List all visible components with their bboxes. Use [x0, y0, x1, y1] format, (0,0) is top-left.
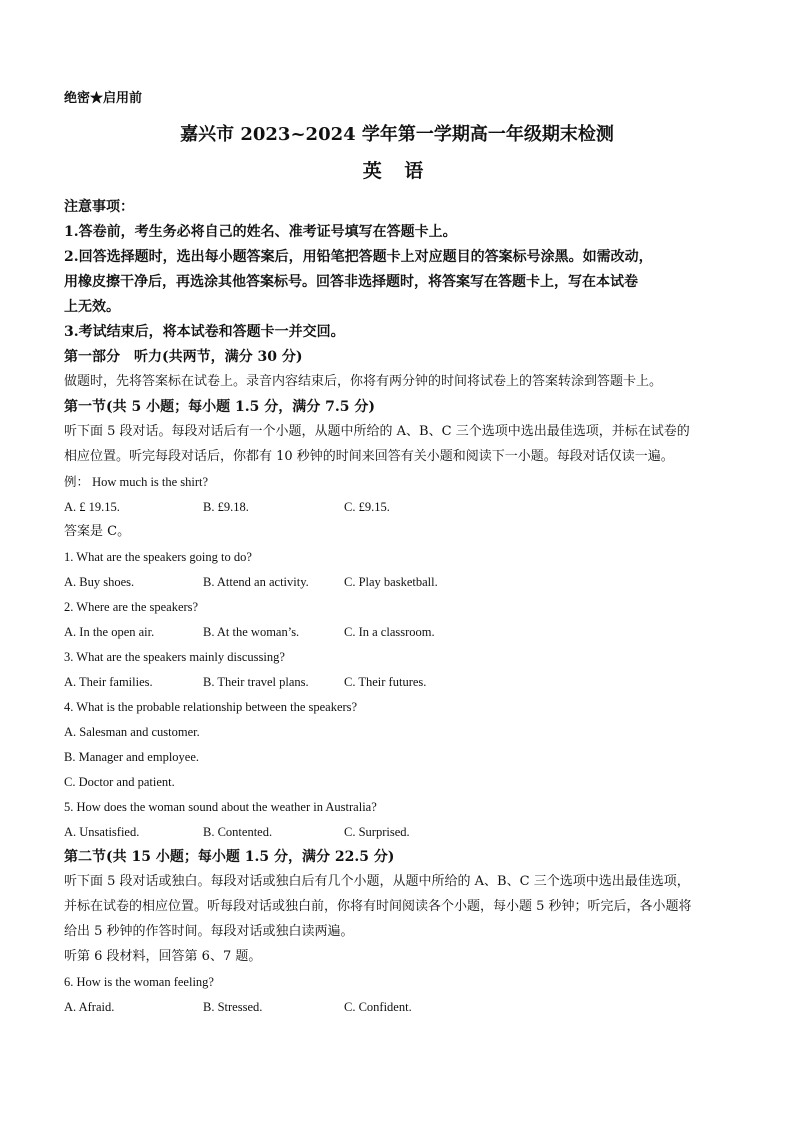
question-6-stem: 6. How is the woman feeling?: [64, 975, 214, 989]
note-2-line-2: 用橡皮擦干净后，再选涂其他答案标号。回答非选择题时，将答案写在答题卡上，写在本试卷: [64, 274, 638, 290]
section1-heading: 第一节(共 5 小题；每小题 1.5 分，满分 7.5 分): [64, 399, 375, 415]
section2-heading: 第二节(共 15 小题；每小题 1.5 分，满分 22.5 分): [64, 849, 395, 865]
example-option-b: B. £9.18.: [203, 500, 249, 514]
material-6-instruction: 听第 6 段材料，回答第 6、7 题。: [64, 949, 262, 964]
note-1: 1.答卷前，考生务必将自己的姓名、准考证号填写在答题卡上。: [64, 224, 457, 240]
question-2-option-a: A. In the open air.: [64, 625, 155, 639]
question-5-option-a: A. Unsatisfied.: [64, 825, 140, 839]
question-1-option-b: B. Attend an activity.: [203, 575, 309, 589]
question-5-option-c: C. Surprised.: [344, 825, 410, 839]
question-5-option-b: B. Contented.: [203, 825, 273, 839]
question-4-option-c: C. Doctor and patient.: [64, 775, 175, 789]
note-2-line-1: 2.回答选择题时，选出每小题答案后，用铅笔把答题卡上对应题目的答案标号涂黑。如需改动，: [64, 249, 653, 265]
example-answer: 答案是 C。: [64, 524, 131, 539]
confidential-mark: 绝密★启用前: [64, 91, 143, 106]
example-question: 例： How much is the shirt?: [64, 475, 209, 489]
question-6-option-b: B. Stressed.: [203, 1000, 263, 1014]
question-6-option-c: C. Confident.: [344, 1000, 412, 1014]
exam-title: 嘉兴市 2023~2024 学年第一学期高一年级期末检测: [180, 124, 614, 145]
question-1-option-a: A. Buy shoes.: [64, 575, 135, 589]
question-4-option-b: B. Manager and employee.: [64, 750, 200, 764]
question-1-stem: 1. What are the speakers going to do?: [64, 550, 252, 564]
question-2-option-b: B. At the woman’s.: [203, 625, 300, 639]
notes-heading: 注意事项：: [64, 199, 134, 215]
note-2-line-3: 上无效。: [64, 299, 120, 315]
part1-heading: 第一部分 听力(共两节，满分 30 分): [64, 349, 303, 365]
question-5-stem: 5. How does the woman sound about the weather in Australia?: [64, 800, 377, 814]
subject-title: 英 语: [362, 160, 432, 182]
note-3: 3.考试结束后，将本试卷和答题卡一并交回。: [64, 324, 345, 340]
question-1-option-c: C. Play basketball.: [344, 575, 438, 589]
question-3-option-a: A. Their families.: [64, 675, 153, 689]
question-3-option-b: B. Their travel plans.: [203, 675, 309, 689]
question-6-option-a: A. Afraid.: [64, 1000, 115, 1014]
question-2-stem: 2. Where are the speakers?: [64, 600, 199, 614]
question-3-stem: 3. What are the speakers mainly discussing?: [64, 650, 285, 664]
question-2-option-c: C. In a classroom.: [344, 625, 435, 639]
example-option-c: C. £9.15.: [344, 500, 390, 514]
section2-intro-line-2: 并标在试卷的相应位置。听每段对话或独白前，你将有时间阅读各个小题，每小题 5 秒钟；听完后，各小题将: [64, 899, 692, 914]
section2-intro-line-1: 听下面 5 段对话或独白。每段对话或独白后有几个小题，从题中所给的 A、B、C 三个选项中选出最佳选项，: [64, 874, 690, 889]
question-4-stem: 4. What is the probable relationship between the speakers?: [64, 700, 358, 714]
question-4-option-a: A. Salesman and customer.: [64, 725, 200, 739]
question-3-option-c: C. Their futures.: [344, 675, 427, 689]
part1-intro: 做题时，先将答案标在试卷上。录音内容结束后，你将有两分钟的时间将试卷上的答案转涂到答题卡上。: [64, 374, 663, 389]
section1-intro-line-2: 相应位置。听完每段对话后，你都有 10 秒钟的时间来回答有关小题和阅读下一小题。每段对话仅读一遍。: [64, 449, 674, 464]
section2-intro-line-3: 给出 5 秒钟的作答时间。每段对话或独白读两遍。: [64, 924, 354, 939]
example-option-a: A. £ 19.15.: [64, 500, 120, 514]
section1-intro-line-1: 听下面 5 段对话。每段对话后有一个小题，从题中所给的 A、B、C 三个选项中选出最佳选项，并标在试卷的: [64, 424, 690, 439]
